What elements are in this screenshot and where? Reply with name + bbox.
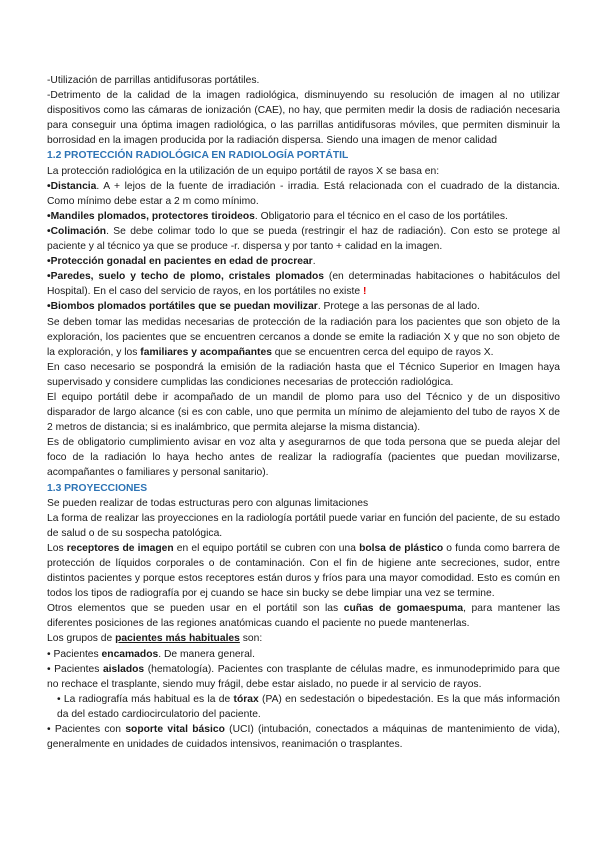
bullet-distancia: [47, 179, 560, 209]
bullet-paredes-text: (en determinadas habitaciones o habitáculos del Hospital). En el caso del servicio de rayos, en los portátiles no existe: [47, 271, 560, 298]
bullet-colimacion-text: . Se debe colimar todo lo que se pueda (restringir el haz de radiación). Con esto se protege al paciente y al técnico ya que se produce -r. dispersa y por tanto + calidad en la imagen.: [47, 225, 560, 253]
bullet-biombos-text: . Protege a las personas de al lado.: [317, 301, 480, 313]
bullet-mandiles-title: •Mandiles plomados, protectores tiroideos: [47, 210, 255, 222]
bullet-distancia-text: . A + lejos de la fuente de irradiación - irradia. Está relacionada con el cuadrado de la distancia. Como mínimo debe estar a 2 m como mínimo.: [47, 180, 560, 207]
aislados-text-2: (hematología). Pacientes con trasplante de células madre, es inmunodeprimido para que no rechace el trasplante, siendo muy frágil, debe estar aislado, no puede ir al servicio de rayos.: [47, 663, 560, 690]
paragraph-receptores: [47, 541, 560, 601]
receptores-text-1: Los: [47, 542, 67, 554]
list-item-torax: [47, 692, 560, 722]
torax-title: tórax: [233, 693, 259, 705]
medidas-familiares: familiares y acompañantes: [140, 346, 272, 358]
bullet-colimacion: [47, 224, 560, 254]
paragraph-forma: La forma de realizar las proyecciones en la radiología portátil puede variar en función del paciente, de su estado de salud o de su sospecha patológica.: [47, 512, 560, 539]
cunas-title: cuñas de gomaespuma: [343, 603, 464, 615]
list-item-aislados: [47, 662, 560, 692]
list-item-soporte-vital: [47, 722, 560, 752]
paragraph-cunas: [47, 601, 560, 631]
paragraph-posponer: En caso necesario se pospondrá la emisión de la radiación hasta que el Técnico Superior en Imagen haya supervisado y considere cumplidas las condiciones necesarias de protección radiológica.: [47, 361, 560, 388]
bullet-mandiles-text: . Obligatorio para el técnico en el caso de los portátiles.: [254, 210, 508, 222]
paragraph-parrillas: -Utilización de parrillas antidifusoras portátiles.: [47, 75, 260, 86]
bullet-gonadal-title: •Protección gonadal en pacientes en edad de procrear: [47, 256, 313, 268]
paragraph-grupos: [47, 631, 560, 646]
paragraph-estructuras: Se pueden realizar de todas estructuras pero con algunas limitaciones: [47, 497, 369, 509]
cunas-text-1: Otros elementos que se pueden usar en el portátil son las: [47, 603, 344, 615]
torax-text-1: • La radiografía más habitual es la de: [57, 693, 234, 705]
bullet-gonadal-text: .: [312, 256, 316, 268]
receptores-bolsa: bolsa de plástico: [359, 542, 444, 554]
encamados-title: encamados: [101, 648, 159, 660]
soporte-title: soporte vital básico: [125, 724, 225, 736]
exclamation-mark: !: [362, 286, 367, 298]
bullet-biombos: [47, 299, 560, 314]
grupos-pacientes: pacientes más habituales: [115, 633, 240, 645]
soporte-text-2: (UCI) (intubación, conectados a máquinas de mantenimiento de vida), generalmente en unidades de cuidados intensivos, reanimación o trasplantes.: [47, 724, 560, 751]
medidas-text-1: Se deben tomar las medidas necesarias de protección de la radiación para los pacientes que son objeto de la exploración, los pacientes que se encuentren cercanos a donde se emite la radiación X y que no son objeto de la exploración, y los: [47, 316, 560, 358]
paragraph-medidas: [47, 315, 560, 360]
grupos-text-1: Los grupos de: [47, 633, 116, 645]
paragraph-aviso: Es de obligatorio cumplimiento avisar en voz alta y asegurarnos de que toda persona que se pueda alejar del foco de la radiación lo haya hecho antes de realizar la radiografía (pacientes que puedan movilizarse, acompañantes o familiares y personal sanitario).: [47, 437, 560, 479]
paragraph-equipo-portatil: El equipo portátil debe ir acompañado de un mandil de plomo para uso del Técnico y de un dispositivo disparador de largo alcance (si es con cable, uno que permita un mínimo de alejamiento del tubo de rayos X de 2 metros de distancia; si es inalámbrico, que permita alejarse la misma distancia).: [47, 391, 560, 434]
section-heading-1-2: 1.2 PROTECCIÓN RADIOLÓGICA EN RADIOLOGÍA PORTÁTIL: [47, 150, 349, 162]
cunas-text-2: , para mantener las diferentes posiciones de las regiones anatómicas cuando el paciente no puede mantenerlas.: [47, 603, 561, 630]
bullet-gonadal: [47, 254, 560, 269]
encamados-text-2: . De manera general.: [158, 648, 255, 660]
bullet-distancia-title: •Distancia: [47, 180, 97, 192]
receptores-title: receptores de imagen: [66, 542, 174, 554]
encamados-text-1: • Pacientes: [47, 648, 102, 660]
aislados-title: aislados: [102, 663, 145, 675]
list-item-encamados: [47, 647, 560, 662]
soporte-text-1: • Pacientes con: [47, 724, 126, 736]
grupos-text-2: son:: [239, 633, 263, 645]
section-heading-1-3: 1.3 PROYECCIONES: [47, 482, 148, 494]
paragraph-proteccion-intro: La protección radiológica en la utilización de un equipo portátil de rayos X se basa en:: [47, 165, 440, 177]
aislados-text-1: • Pacientes: [47, 663, 103, 675]
torax-text-2: (PA) en sedestación o bipedestación. Es la que más información da del estado cardiocirculatorio del paciente.: [57, 693, 560, 720]
receptores-text-3: o funda como barrera de protección de líquidos corporales o de contaminación. Con el fin de higiene ante secreciones, sudor, entre distintos pacientes y porque estos receptores están duros y fríos para una mayor comodidad. Esto es común en todos los tipos de radiografía por ej cuando se hace sin bucky se debe limpiar una vez se termine.: [47, 542, 561, 600]
paragraph-detrimento: -Detrimento de la calidad de la imagen radiológica, disminuyendo su resolución de imagen al no utilizar dispositivos como las cámaras de ionización (CAE), no hay, que permiten medir la dosis de radiación necesaria para conseguir una óptima imagen radiológica, o las parrillas antidifusoras móviles, que permiten disminuir la borrosidad en la imagen producida por la radiación dispersa. Siendo una imagen de menor calidad: [47, 90, 560, 147]
medidas-text-2: que se encuentren cerca del equipo de rayos X.: [271, 346, 494, 358]
bullet-paredes: [47, 269, 560, 299]
bullet-colimacion-title: •Colimación: [47, 225, 107, 237]
receptores-text-2: en el equipo portátil se cubren con una: [173, 542, 360, 554]
bullet-paredes-title: •Paredes, suelo y techo de plomo, cristales plomados: [47, 271, 325, 283]
bullet-mandiles: [47, 209, 560, 224]
bullet-biombos-title: •Biombos plomados portátiles que se puedan movilizar: [47, 301, 318, 313]
